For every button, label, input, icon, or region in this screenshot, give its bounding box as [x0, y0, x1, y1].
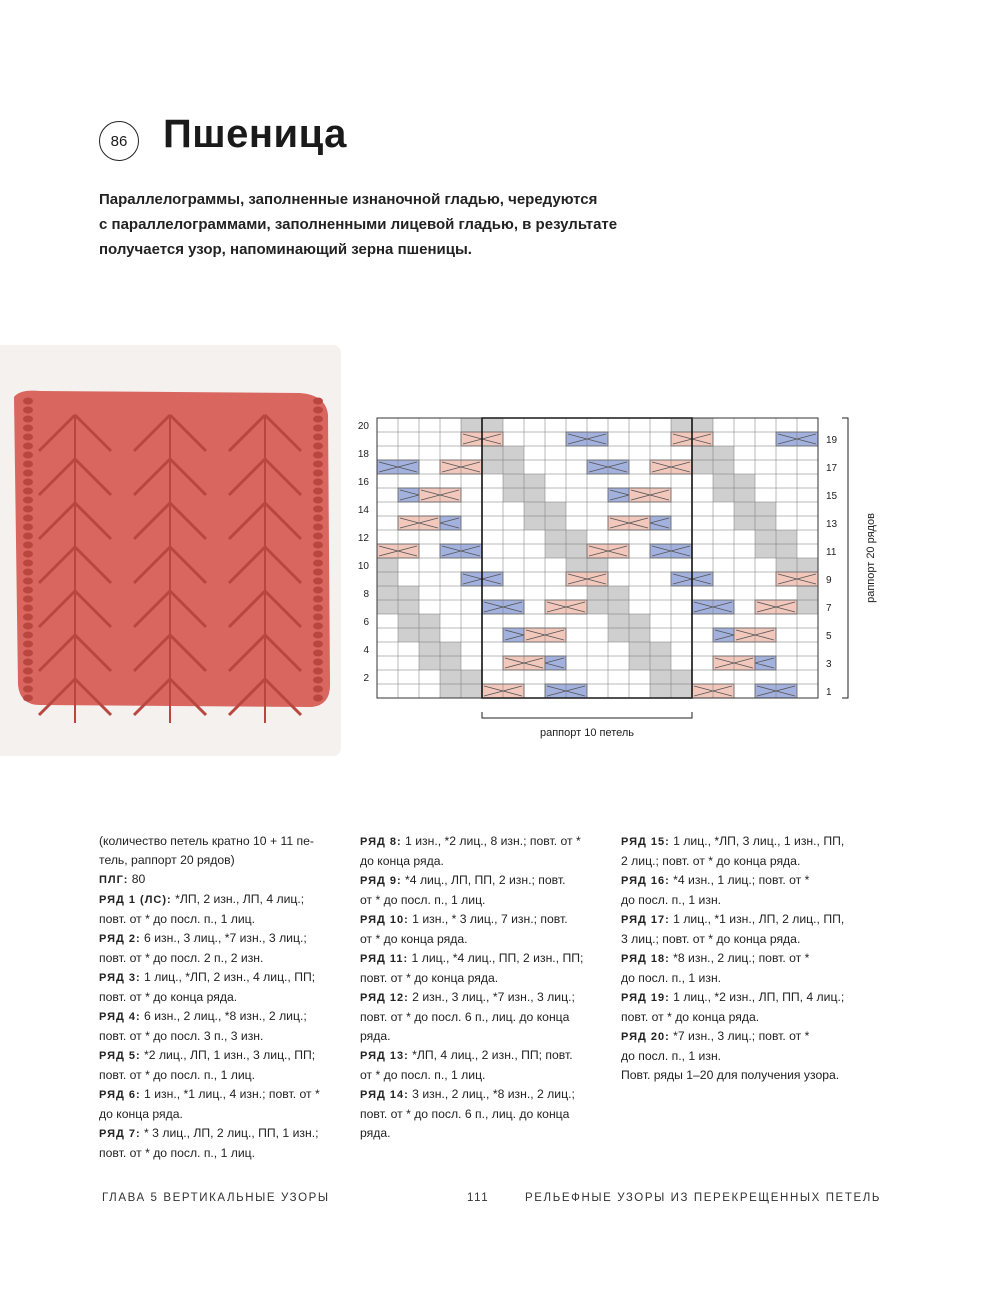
edge-stitch	[23, 416, 33, 423]
row-label: РЯД 4:	[99, 1011, 141, 1023]
chart-svg	[350, 410, 880, 740]
instruction-line	[621, 988, 871, 1008]
instruction-text: повт. от * до посл. 6 п., лиц. до конца	[360, 1107, 570, 1121]
row-number-right: 13	[826, 519, 838, 530]
row-label: РЯД 13:	[360, 1050, 409, 1062]
instruction-text: до посл. п., 1 изн.	[621, 893, 722, 907]
instruction-line	[360, 1085, 610, 1105]
edge-stitch	[313, 443, 323, 450]
edge-stitch	[313, 623, 323, 630]
instruction-text: *7 изн., 3 лиц.; повт. от *	[669, 1029, 810, 1043]
purl-cell	[503, 446, 524, 460]
instruction-line	[99, 1124, 349, 1144]
row-label: РЯД 12:	[360, 992, 409, 1004]
row-label: РЯД 10:	[360, 914, 409, 926]
edge-stitch	[313, 434, 323, 441]
edge-stitch	[23, 623, 33, 630]
stitch-repeat-label: раппорт 10 петель	[539, 727, 635, 739]
purl-cell	[629, 614, 650, 628]
edge-stitch	[313, 524, 323, 531]
instruction-line	[99, 910, 349, 929]
purl-cell	[545, 516, 566, 530]
instruction-text: ряда.	[360, 1029, 391, 1043]
edge-stitch	[23, 695, 33, 702]
instruction-line	[621, 1008, 871, 1027]
row-number-right: 17	[826, 463, 838, 474]
instruction-line	[621, 871, 871, 891]
row-repeat-label: раппорт 20 рядов	[865, 513, 877, 603]
instruction-text: 80	[128, 872, 146, 886]
row-number-right: 9	[826, 575, 832, 586]
instruction-text: от * до посл. п., 1 лиц.	[360, 1068, 486, 1082]
purl-cell	[566, 530, 587, 544]
edge-stitch	[23, 578, 33, 585]
purl-cell	[545, 502, 566, 516]
purl-cell	[377, 572, 398, 586]
edge-stitch	[313, 506, 323, 513]
purl-cell	[545, 544, 566, 558]
edge-stitch	[23, 398, 33, 405]
row-label: РЯД 3:	[99, 972, 141, 984]
row-number-right: 5	[826, 631, 832, 642]
instruction-line	[360, 1027, 610, 1046]
instruction-text: от * до посл. п., 1 лиц.	[360, 893, 486, 907]
edge-stitch	[23, 650, 33, 657]
purl-cell	[776, 544, 797, 558]
purl-cell	[398, 600, 419, 614]
edge-stitch	[313, 659, 323, 666]
footer-chapter: ГЛАВА 5 ВЕРТИКАЛЬНЫЕ УЗОРЫ	[102, 1192, 330, 1204]
purl-cell	[377, 558, 398, 572]
row-label: РЯД 14:	[360, 1089, 409, 1101]
edge-stitch	[23, 560, 33, 567]
edge-stitch	[23, 488, 33, 495]
instruction-line	[360, 988, 610, 1008]
intro-line: получается узор, напоминающий зерна пшеницы.	[99, 241, 472, 258]
edge-stitch	[23, 614, 33, 621]
purl-cell	[734, 488, 755, 502]
edge-stitch	[313, 452, 323, 459]
instruction-text: 3 лиц.; повт. от * до конца ряда.	[621, 932, 801, 946]
edge-stitch	[23, 542, 33, 549]
instruction-line	[360, 1066, 610, 1085]
edge-stitch	[313, 425, 323, 432]
instruction-text: повт. от * до конца ряда.	[99, 990, 238, 1004]
purl-cell	[503, 488, 524, 502]
row-label: РЯД 18:	[621, 953, 670, 965]
purl-cell	[692, 460, 713, 474]
instruction-line	[99, 949, 349, 968]
purl-cell	[650, 670, 671, 684]
edge-stitch	[23, 641, 33, 648]
instruction-text: 1 изн., *1 лиц., 4 изн.; повт. от *	[140, 1087, 320, 1101]
purl-cell	[671, 418, 692, 432]
row-number-left: 6	[363, 617, 369, 628]
edge-stitch	[313, 650, 323, 657]
row-number-left: 12	[357, 533, 369, 544]
purl-cell	[566, 558, 587, 572]
purl-cell	[755, 502, 776, 516]
purl-cell	[419, 628, 440, 642]
edge-stitch	[23, 668, 33, 675]
edge-stitch	[313, 398, 323, 405]
instruction-text: повт. от * до конца ряда.	[360, 971, 499, 985]
edge-stitch	[313, 668, 323, 675]
row-number-right: 1	[826, 687, 832, 698]
instruction-text: 1 лиц., *1 изн., ЛП, 2 лиц., ПП,	[669, 912, 845, 926]
purl-cell	[482, 446, 503, 460]
edge-stitch	[23, 632, 33, 639]
purl-cell	[755, 544, 776, 558]
footer-section: РЕЛЬЕФНЫЕ УЗОРЫ ИЗ ПЕРЕКРЕЩЕННЫХ ПЕТЕЛЬ	[525, 1192, 882, 1204]
edge-stitch	[23, 596, 33, 603]
swatch-photo	[0, 345, 341, 756]
edge-stitch	[313, 578, 323, 585]
edge-stitch	[313, 596, 323, 603]
instruction-line	[360, 891, 610, 910]
edge-stitch	[313, 479, 323, 486]
edge-stitch	[23, 587, 33, 594]
instruction-text: 6 изн., 3 лиц., *7 изн., 3 лиц.;	[140, 931, 307, 945]
edge-stitch	[313, 497, 323, 504]
purl-cell	[419, 656, 440, 670]
purl-cell	[461, 684, 482, 698]
edge-stitch	[23, 605, 33, 612]
purl-cell	[503, 474, 524, 488]
edge-stitch	[313, 560, 323, 567]
instruction-text: повт. от * до посл. п., 1 лиц.	[99, 1068, 256, 1082]
instruction-line	[360, 1124, 610, 1143]
instruction-text: 1 изн., *2 лиц., 8 изн.; повт. от *	[401, 834, 581, 848]
instruction-text: 1 лиц., *4 лиц., ПП, 2 изн., ПП;	[408, 951, 584, 965]
edge-stitch	[23, 551, 33, 558]
instruction-line	[621, 852, 871, 871]
edge-stitch	[313, 569, 323, 576]
purl-cell	[440, 656, 461, 670]
purl-cell	[713, 488, 734, 502]
intro-line: Параллелограммы, заполненные изнаночной гладью, чередуются	[99, 191, 598, 208]
edge-stitch	[313, 632, 323, 639]
purl-cell	[398, 628, 419, 642]
instructions-column-2	[360, 832, 610, 1143]
row-number-right: 7	[826, 603, 832, 614]
row-number-right: 3	[826, 659, 832, 670]
edge-stitch	[313, 614, 323, 621]
purl-cell	[650, 656, 671, 670]
instruction-text: (количество петель кратно 10 + 11 пе-	[99, 834, 314, 848]
edge-stitch	[313, 686, 323, 693]
instruction-line	[99, 1027, 349, 1046]
edge-stitch	[313, 488, 323, 495]
instruction-line	[99, 1066, 349, 1085]
knitted-swatch-image	[0, 345, 341, 756]
intro-line: с параллелограммами, заполненными лицевой гладью, в результате	[99, 216, 618, 233]
row-number-left: 8	[363, 589, 369, 600]
edge-stitch	[23, 407, 33, 414]
instruction-line	[360, 852, 610, 871]
instruction-line	[621, 930, 871, 949]
edge-stitch	[313, 515, 323, 522]
instruction-text: *ЛП, 4 лиц., 2 изн., ПП; повт.	[408, 1048, 573, 1062]
instruction-line	[99, 988, 349, 1007]
purl-cell	[377, 586, 398, 600]
row-label: ПЛГ:	[99, 874, 129, 886]
edge-stitch	[313, 542, 323, 549]
purl-cell	[524, 488, 545, 502]
edge-stitch	[23, 461, 33, 468]
row-number-left: 16	[357, 477, 369, 488]
instruction-text: *4 изн., 1 лиц.; повт. от *	[669, 873, 810, 887]
edge-stitch	[313, 587, 323, 594]
purl-cell	[419, 642, 440, 656]
row-label: РЯД 6:	[99, 1089, 141, 1101]
purl-cell	[797, 586, 818, 600]
edge-stitch	[313, 407, 323, 414]
row-label: РЯД 11:	[360, 953, 409, 965]
instruction-line	[621, 969, 871, 988]
instruction-text: 1 лиц., *2 изн., ЛП, ПП, 4 лиц.;	[669, 990, 845, 1004]
instruction-text: *4 лиц., ЛП, ПП, 2 изн.; повт.	[401, 873, 566, 887]
stitch-repeat-bracket	[482, 712, 692, 718]
purl-cell	[440, 670, 461, 684]
instruction-text: * 3 лиц., ЛП, 2 лиц., ПП, 1 изн.;	[140, 1126, 319, 1140]
edge-stitch	[23, 479, 33, 486]
edge-stitch	[23, 470, 33, 477]
instruction-line	[621, 832, 871, 852]
instruction-line	[360, 930, 610, 949]
purl-cell	[398, 586, 419, 600]
instruction-line	[621, 1027, 871, 1047]
row-label: РЯД 8:	[360, 836, 402, 848]
instruction-text: *8 изн., 2 лиц.; повт. от *	[669, 951, 810, 965]
instruction-line	[99, 851, 349, 870]
row-label: РЯД 19:	[621, 992, 670, 1004]
instruction-text: 1 изн., * 3 лиц., 7 изн.; повт.	[408, 912, 568, 926]
purl-cell	[587, 600, 608, 614]
purl-cell	[482, 460, 503, 474]
purl-cell	[566, 544, 587, 558]
purl-cell	[440, 684, 461, 698]
instruction-text: до конца ряда.	[360, 854, 444, 868]
edge-stitch	[313, 677, 323, 684]
instruction-line	[621, 891, 871, 910]
row-number-left: 10	[357, 561, 369, 572]
instruction-text: 2 лиц.; повт. от * до конца ряда.	[621, 854, 801, 868]
instructions-column-3	[621, 832, 871, 1085]
edge-stitch	[313, 605, 323, 612]
purl-cell	[629, 628, 650, 642]
instruction-line	[360, 949, 610, 969]
purl-cell	[734, 474, 755, 488]
purl-cell	[419, 614, 440, 628]
instruction-text: 3 изн., 2 лиц., *8 изн., 2 лиц.;	[408, 1087, 575, 1101]
instruction-line	[99, 890, 349, 910]
row-label: РЯД 9:	[360, 875, 402, 887]
footer-page-number: 111	[467, 1192, 490, 1204]
purl-cell	[545, 530, 566, 544]
instruction-text: *ЛП, 2 изн., ЛП, 4 лиц.;	[171, 892, 305, 906]
purl-cell	[608, 600, 629, 614]
row-repeat-bracket	[842, 418, 848, 698]
instructions-column-1	[99, 832, 349, 1163]
purl-cell	[398, 614, 419, 628]
edge-stitch	[313, 695, 323, 702]
row-label: РЯД 16:	[621, 875, 670, 887]
purl-cell	[629, 656, 650, 670]
purl-cell	[755, 530, 776, 544]
pattern-number: 86	[110, 132, 128, 150]
row-number-left: 20	[357, 421, 369, 432]
row-label: РЯД 1 (ЛС):	[99, 894, 172, 906]
purl-cell	[440, 642, 461, 656]
edge-stitch	[23, 677, 33, 684]
instruction-line	[99, 832, 349, 851]
edge-stitch	[23, 686, 33, 693]
row-number-right: 11	[826, 547, 837, 558]
edge-stitch	[23, 434, 33, 441]
instruction-line	[621, 949, 871, 969]
purl-cell	[755, 516, 776, 530]
intro-text	[99, 187, 659, 262]
purl-cell	[482, 418, 503, 432]
purl-cell	[713, 460, 734, 474]
edge-stitch	[313, 551, 323, 558]
instruction-text: повт. от * до посл. 6 п., лиц. до конца	[360, 1010, 570, 1024]
purl-cell	[734, 516, 755, 530]
edge-stitch	[23, 506, 33, 513]
row-number-left: 18	[357, 449, 369, 460]
edge-stitch	[23, 452, 33, 459]
instruction-text: тель, раппорт 20 рядов)	[99, 853, 235, 867]
instruction-text: повт. от * до конца ряда.	[621, 1010, 760, 1024]
edge-stitch	[23, 425, 33, 432]
purl-cell	[608, 586, 629, 600]
instruction-line	[99, 1085, 349, 1105]
instruction-text: от * до конца ряда.	[360, 932, 468, 946]
edge-stitch	[313, 461, 323, 468]
purl-cell	[776, 558, 797, 572]
row-number-left: 2	[363, 673, 369, 684]
purl-cell	[692, 418, 713, 432]
purl-cell	[461, 670, 482, 684]
instruction-text: повт. от * до посл. 3 п., 3 изн.	[99, 1029, 264, 1043]
instruction-line	[99, 929, 349, 949]
instruction-line	[99, 870, 349, 890]
instruction-text: до посл. п., 1 изн.	[621, 1049, 722, 1063]
instruction-line	[621, 1047, 871, 1066]
purl-cell	[524, 516, 545, 530]
instruction-line	[360, 832, 610, 852]
purl-cell	[713, 474, 734, 488]
instruction-text: 1 лиц., *ЛП, 3 лиц., 1 изн., ПП,	[669, 834, 845, 848]
purl-cell	[671, 670, 692, 684]
purl-cell	[776, 530, 797, 544]
edge-stitch	[23, 515, 33, 522]
edge-stitch	[23, 497, 33, 504]
instruction-line	[360, 969, 610, 988]
edge-stitch	[23, 659, 33, 666]
row-number-left: 4	[363, 645, 369, 656]
instruction-line	[360, 871, 610, 891]
purl-cell	[797, 558, 818, 572]
row-label: РЯД 2:	[99, 933, 141, 945]
instruction-text: 6 изн., 2 лиц., *8 изн., 2 лиц.;	[140, 1009, 307, 1023]
purl-cell	[692, 446, 713, 460]
instruction-line	[360, 1046, 610, 1066]
edge-stitch	[23, 533, 33, 540]
knitting-chart	[350, 410, 880, 745]
page-title: Пшеница	[163, 112, 347, 156]
edge-stitch	[313, 641, 323, 648]
instruction-line	[621, 1066, 871, 1085]
instruction-text: 1 лиц., *ЛП, 2 изн., 4 лиц., ПП;	[140, 970, 316, 984]
instruction-text: ряда.	[360, 1126, 391, 1140]
instruction-line	[360, 1105, 610, 1124]
row-label: РЯД 15:	[621, 836, 670, 848]
edge-stitch	[313, 416, 323, 423]
purl-cell	[650, 684, 671, 698]
purl-cell	[608, 628, 629, 642]
instruction-text: повт. от * до посл. п., 1 лиц.	[99, 912, 256, 926]
instruction-text: повт. от * до посл. п., 1 лиц.	[99, 1146, 256, 1160]
instruction-text: 2 изн., 3 лиц., *7 изн., 3 лиц.;	[408, 990, 575, 1004]
purl-cell	[587, 558, 608, 572]
row-number-right: 15	[826, 491, 838, 502]
purl-cell	[377, 600, 398, 614]
purl-cell	[461, 418, 482, 432]
instruction-line	[99, 1007, 349, 1027]
purl-cell	[797, 600, 818, 614]
instruction-text: повт. от * до посл. 2 п., 2 изн.	[99, 951, 264, 965]
instruction-text: до конца ряда.	[99, 1107, 183, 1121]
row-label: РЯД 7:	[99, 1128, 141, 1140]
instruction-text: Повт. ряды 1–20 для получения узора.	[621, 1068, 840, 1082]
row-number-left: 14	[357, 505, 369, 516]
row-number-right: 19	[826, 435, 838, 446]
edge-stitch	[23, 524, 33, 531]
row-label: РЯД 20:	[621, 1031, 670, 1043]
purl-cell	[524, 474, 545, 488]
purl-cell	[608, 614, 629, 628]
purl-cell	[671, 684, 692, 698]
instruction-line	[99, 1144, 349, 1163]
purl-cell	[629, 642, 650, 656]
instruction-text: *2 лиц., ЛП, 1 изн., 3 лиц., ПП;	[140, 1048, 316, 1062]
edge-stitch	[23, 443, 33, 450]
instruction-line	[621, 910, 871, 930]
purl-cell	[713, 446, 734, 460]
purl-cell	[587, 586, 608, 600]
instruction-line	[99, 1105, 349, 1124]
row-label: РЯД 17:	[621, 914, 670, 926]
instruction-text: до посл. п., 1 изн.	[621, 971, 722, 985]
pattern-number-badge	[99, 121, 139, 161]
purl-cell	[524, 502, 545, 516]
edge-stitch	[313, 533, 323, 540]
purl-cell	[503, 460, 524, 474]
edge-stitch	[313, 470, 323, 477]
instruction-line	[360, 1008, 610, 1027]
edge-stitch	[23, 569, 33, 576]
instruction-line	[360, 910, 610, 930]
row-label: РЯД 5:	[99, 1050, 141, 1062]
purl-cell	[650, 642, 671, 656]
instruction-line	[99, 968, 349, 988]
purl-cell	[734, 502, 755, 516]
instruction-line	[99, 1046, 349, 1066]
